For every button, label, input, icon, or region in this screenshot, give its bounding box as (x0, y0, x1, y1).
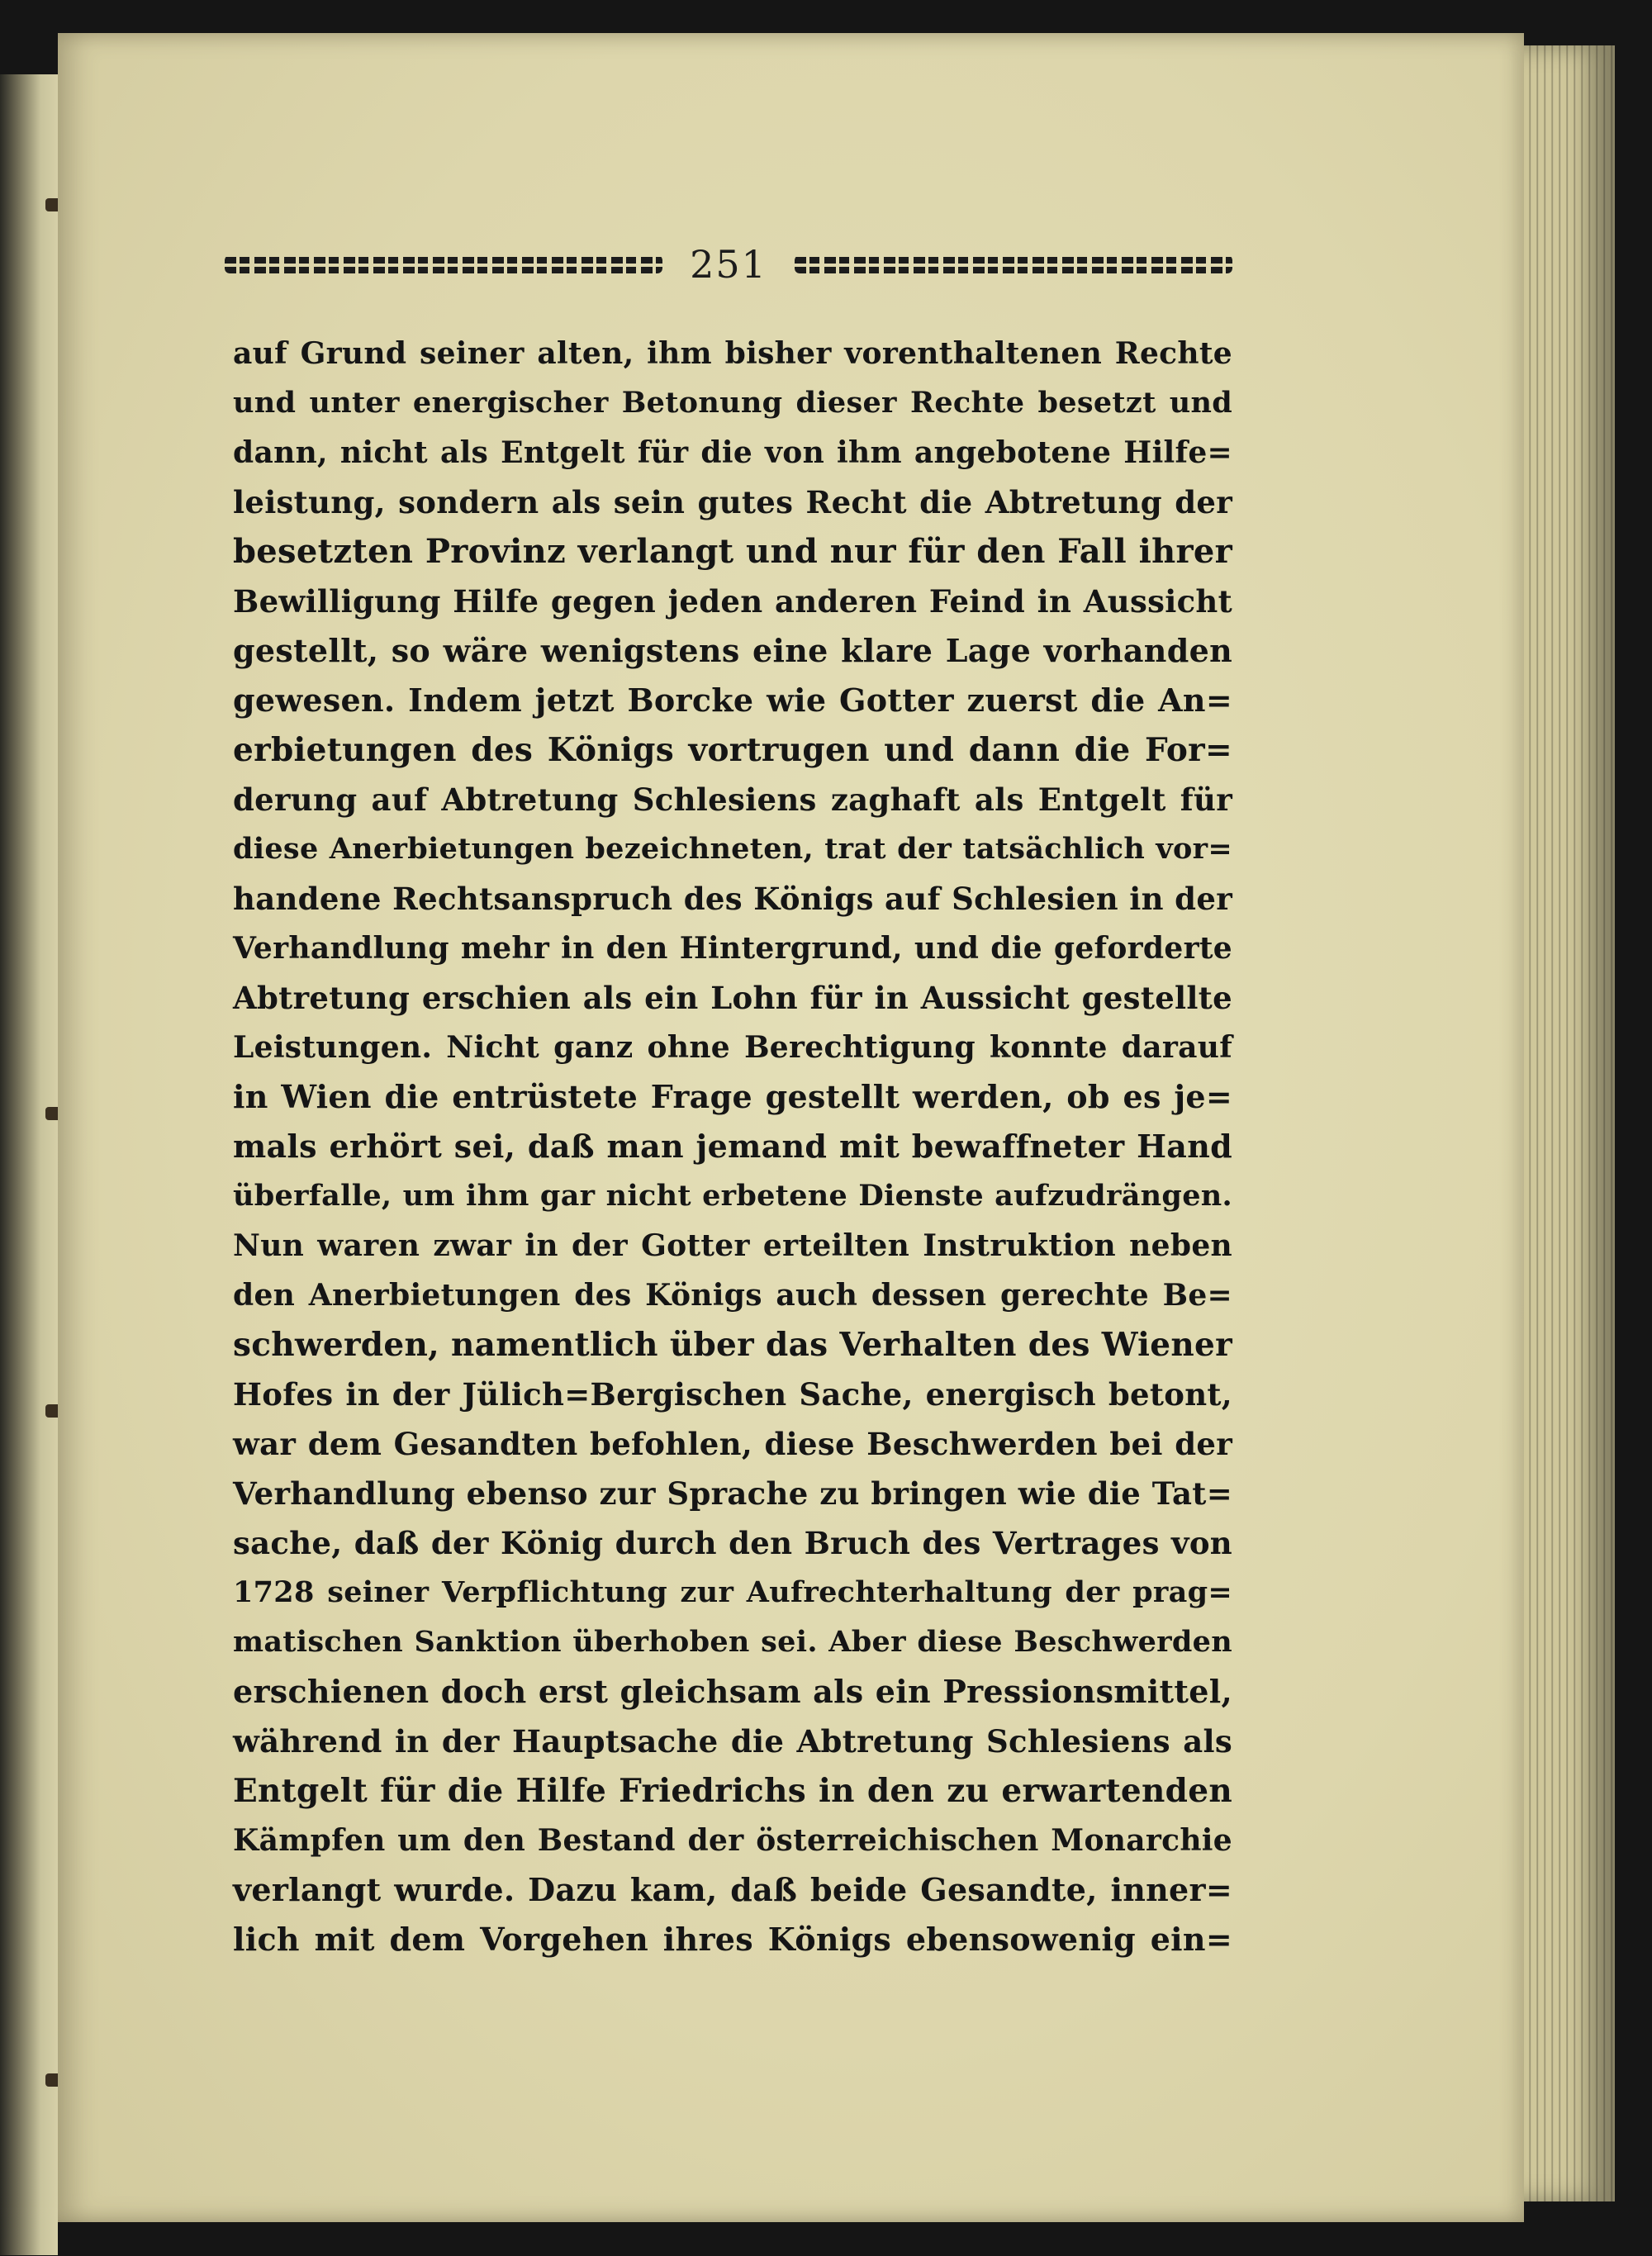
text-line: diese Anerbietungen bezeichneten, trat der tatsächlich vor= (233, 832, 1232, 866)
text-line: erschienen doch erst gleichsam als ein Pressionsmittel, (233, 1673, 1232, 1710)
text-line: während in der Hauptsache die Abtretung Schlesiens als (233, 1723, 1232, 1760)
text-line: schwerden, namentlich über das Verhalten des Wiener (233, 1326, 1232, 1364)
text-line: gestellt, so wäre wenigstens eine klare Lage vorhanden (233, 632, 1232, 669)
text-line: und unter energischer Betonung dieser Rechte besetzt und (233, 386, 1232, 420)
text-line: verlangt wurde. Dazu kam, daß beide Gesandte, inner= (233, 1871, 1232, 1908)
text-line: in Wien die entrüstete Frage gestellt werden, ob es je= (233, 1078, 1232, 1115)
text-line: sache, daß der König durch den Bruch des Vertrages von (233, 1525, 1232, 1561)
running-header (225, 231, 1232, 297)
previous-page-edge (0, 74, 58, 2255)
text-line: Kämpfen um den Bestand der österreichischen Monarchie (233, 1823, 1232, 1858)
text-line: Leistungen. Nicht ganz ohne Berechtigung konnte darauf (233, 1030, 1232, 1065)
text-line: leistung, sondern als sein gutes Recht die Abtretung der (233, 484, 1232, 520)
header-ornament-right (795, 255, 1232, 273)
text-line: auf Grund seiner alten, ihm bisher vorenthaltenen Rechte (233, 336, 1232, 371)
text-line: Abtretung erschien als ein Lohn für in Aussicht gestellte (233, 980, 1232, 1016)
header-ornament-left (225, 255, 662, 273)
text-line: Verhandlung mehr in den Hintergrund, und die geforderte (233, 931, 1232, 966)
text-line: gewesen. Indem jetzt Borcke wie Gotter zuerst die An= (233, 682, 1232, 719)
text-line: 1728 seiner Verpflichtung zur Aufrechterhaltung der prag= (233, 1575, 1232, 1609)
text-line: überfalle, um ihm gar nicht erbetene Dienste aufzudrängen. (233, 1179, 1232, 1213)
text-line: derung auf Abtretung Schlesiens zaghaft als Entgelt für (233, 781, 1232, 818)
text-line: mals erhört sei, daß man jemand mit bewaffneter Hand (233, 1128, 1232, 1165)
page-number: 251 (690, 242, 767, 287)
text-line: Hofes in der Jülich=Bergischen Sache, energisch betont, (233, 1376, 1232, 1413)
text-line: den Anerbietungen des Königs auch dessen gerechte Be= (233, 1278, 1232, 1313)
text-line: erbietungen des Königs vortrugen und dann die For= (233, 731, 1232, 769)
text-line: war dem Gesandten befohlen, diese Beschwerden bei der (233, 1426, 1232, 1462)
page-edge-stack (1524, 45, 1615, 2201)
text-line: Nun waren zwar in der Gotter erteilten Instruktion neben (233, 1228, 1232, 1263)
body-text (233, 329, 1232, 1964)
text-line: matischen Sanktion überhoben sei. Aber diese Beschwerden (233, 1625, 1232, 1659)
text-line: dann, nicht als Entgelt für die von ihm angebotene Hilfe= (233, 435, 1232, 470)
text-line: Bewilligung Hilfe gegen jeden anderen Feind in Aussicht (233, 583, 1232, 620)
text-line: Entgelt für die Hilfe Friedrichs in den zu erwartenden (233, 1772, 1232, 1810)
text-line: besetzten Provinz verlangt und nur für den Fall ihrer (233, 532, 1232, 571)
text-line: handene Rechtsanspruch des Königs auf Schlesien in der (233, 881, 1232, 917)
text-line: lich mit dem Vorgehen ihres Königs ebensowenig ein= (233, 1921, 1232, 1958)
text-line: Verhandlung ebenso zur Sprache zu bringen wie die Tat= (233, 1475, 1232, 1512)
